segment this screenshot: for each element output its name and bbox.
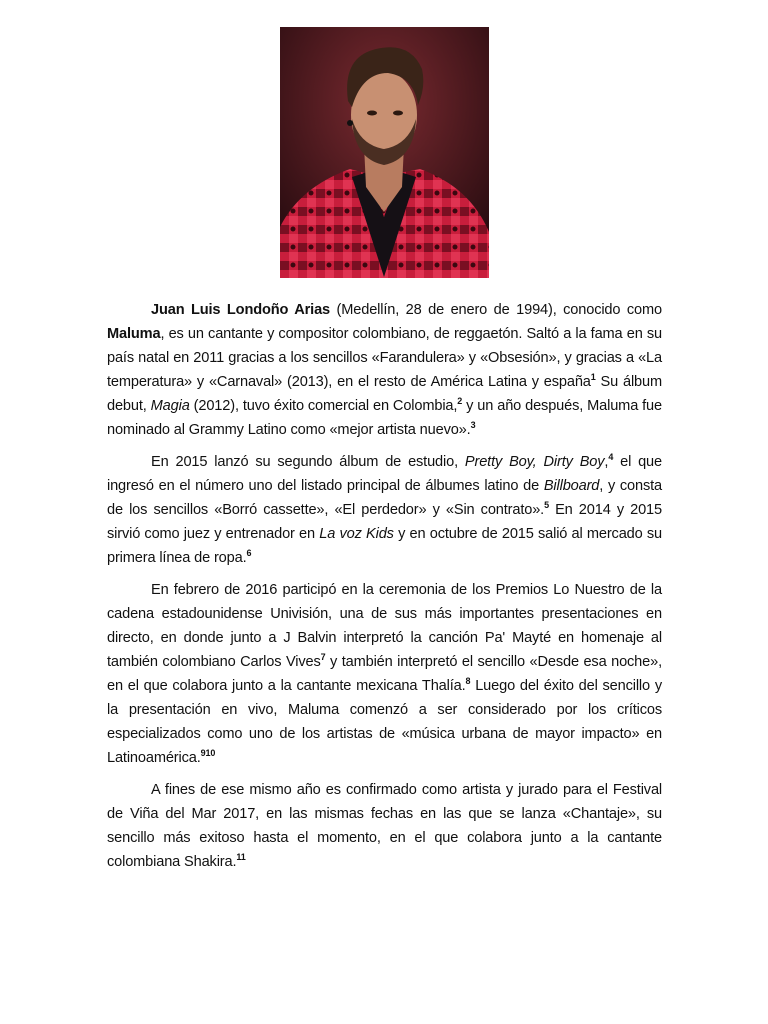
- text-run: Pretty Boy, Dirty Boy: [464, 454, 605, 470]
- paragraph-1: [107, 298, 662, 442]
- text-run: En febrero de 2016 participó en la ceremonia de los Premios Lo Nuestro de la cadena estadounidense Univisión, una de sus más importantes presentaciones en directo, en donde junto a J Balvin interpretó la canción Pa' Mayté en homenaje al también colombiano Carlos Vives: [107, 582, 662, 670]
- portrait-illustration: [280, 27, 489, 278]
- text-run: A fines de ese mismo año es confirmado como artista y jurado para el Festival de Viña del Mar 2017, en las mismas fechas en las que se lanza «Chantaje», su sencillo más exitoso hasta el momento, en el que colabora junto a la cantante colombiana Shakira.: [107, 782, 662, 870]
- text-run: Magia: [150, 398, 190, 414]
- footnote-reference: 11: [236, 852, 246, 862]
- paragraph-2: [107, 450, 662, 570]
- article-body: [107, 298, 662, 882]
- text-run: y en octubre de 2015 salió al mercado su primera línea de ropa.: [107, 526, 662, 566]
- text-run: el que ingresó en el número uno del listado principal de álbumes latino de: [107, 454, 662, 494]
- footnote-reference: 2: [457, 396, 463, 406]
- footnote-reference: 6: [246, 548, 252, 558]
- footnote-reference: 910: [200, 748, 216, 758]
- text-run: La voz Kids: [319, 526, 394, 542]
- text-run: y también interpretó el sencillo «Desde esa noche», en el que colabora junto a la cantante mexicana Thalía.: [107, 654, 662, 694]
- footnote-reference: 5: [544, 500, 549, 510]
- text-run: (2012), tuvo éxito comercial en Colombia,: [189, 398, 458, 414]
- footnote-reference: 4: [608, 452, 614, 462]
- text-run: En 2014 y 2015 sirvió como juez y entrenador en: [107, 502, 662, 542]
- text-run: Su álbum debut,: [107, 374, 662, 414]
- text-run: Billboard: [543, 478, 600, 494]
- text-run: y un año después, Maluma fue nominado al Grammy Latino como «mejor artista nuevo».: [107, 398, 662, 438]
- text-run: (Medellín, 28 de enero de 1994), conocido como: [330, 302, 662, 318]
- footnote-reference: 1: [590, 372, 596, 382]
- text-run: Juan Luis Londoño Arias: [151, 302, 331, 318]
- text-run: En 2015 lanzó su segundo álbum de estudio,: [151, 454, 465, 470]
- text-run: , es un cantante y compositor colombiano, de reggaetón. Saltó a la fama en su país natal en 2011 gracias a los sencillos «Farandulera» y «Obsesión», y gracias a «La temperatura» y «Carnaval» (2013), en el resto de América Latina y españa: [107, 326, 662, 390]
- footnote-reference: 7: [320, 652, 326, 662]
- portrait-photo-icon: [280, 27, 489, 278]
- paragraph-3: [107, 578, 662, 770]
- text-run: ,: [604, 454, 609, 470]
- paragraph-4: [107, 778, 662, 874]
- text-run: , y consta de los sencillos «Borró cassette», «El perdedor» y «Sin contrato».: [107, 478, 662, 518]
- text-run: Luego del éxito del sencillo y la presentación en vivo, Maluma comenzó a ser considerado por los críticos especializados como uno de los artistas de «música urbana de mayor impacto» en Latinoamérica.: [107, 678, 662, 766]
- footnote-reference: 3: [470, 420, 476, 430]
- text-run: Maluma: [107, 326, 161, 342]
- footnote-reference: 8: [465, 676, 471, 686]
